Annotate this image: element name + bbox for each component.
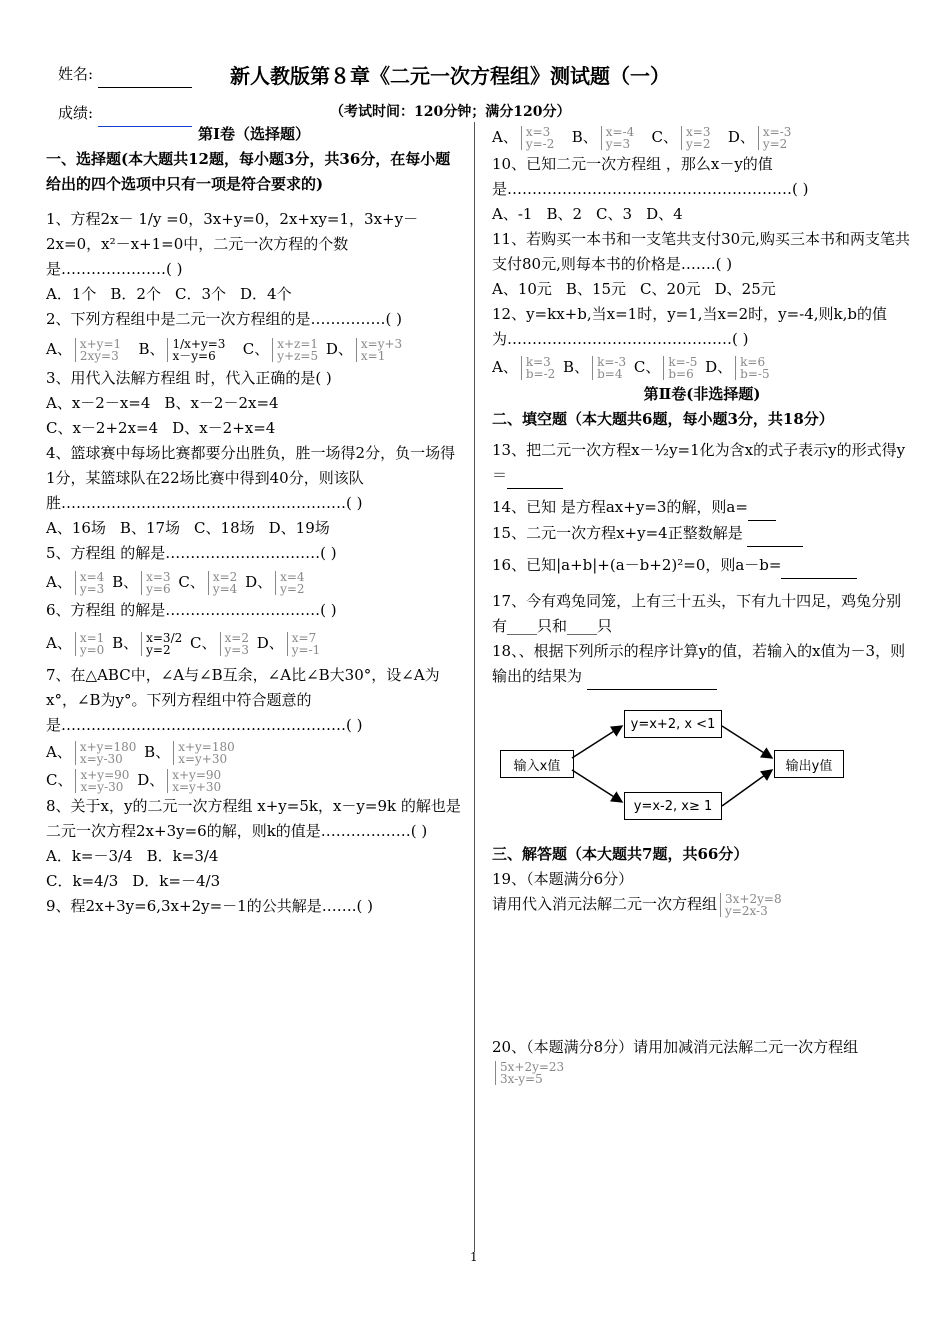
score-label: 成绩: xyxy=(58,101,192,127)
page-number: 1 xyxy=(470,1250,478,1264)
question-13: 13、把二元一次方程x－½y=1化为含x的式子表示y的形式得y＝ xyxy=(492,438,912,489)
exam-info: （考试时间：120分钟；满分120分） xyxy=(330,104,571,120)
option-c[interactable]: C、20元 xyxy=(640,280,701,298)
question-9-options: A、 x=3 y=-2 B、 x=-4 y=3 C、 x=3 y=2 D、 x=-3 y=2 xyxy=(492,125,792,151)
option-b[interactable]: B、15元 xyxy=(565,280,627,298)
question-6: 6、方程组 的解是…………………….……( ) xyxy=(46,601,337,619)
option-b[interactable]: B．k=3/4 xyxy=(146,847,219,865)
answer-space-19[interactable] xyxy=(492,917,912,1035)
option-a[interactable]: A．k=－3/4 xyxy=(46,847,133,865)
question-8-options xyxy=(46,844,462,894)
flow-arrows xyxy=(492,702,912,832)
question-20: 20、（本题满分8分）请用加减消元法解二元一次方程组 5x+2y=23 3x-y=5 xyxy=(492,1038,859,1086)
section3-heading: 三、解答题（本大题共7题，共66分） xyxy=(492,845,749,863)
option-b[interactable]: B、2 xyxy=(546,205,583,223)
question-6-options: A、 x=1 y=0 B、 x=3/2 y=2 C、 x=2 y=3 D、 x=7 y=-1 xyxy=(46,631,321,657)
option-a[interactable]: A、x－2－x=4 xyxy=(46,394,151,412)
option-d[interactable]: D．4个 xyxy=(240,285,292,303)
question-12: 12、y=kx+b,当x=1时，y=1,当x=2时，y=-4,则k,b的值为………………………………………( ) xyxy=(492,305,887,348)
question-1-options xyxy=(46,282,462,307)
question-2: 2、下列方程组中是二元一次方程组的是……………( ) xyxy=(46,310,403,328)
option-c[interactable]: C、x－2+2x=4 xyxy=(46,419,159,437)
column-divider xyxy=(474,122,475,1252)
question-17: 17、今有鸡兔同笼，上有三十五头，下有九十四足，鸡兔分别有____只和____只 xyxy=(492,592,902,635)
question-14: 14、已知 是方程ax+y=3的解，则a= xyxy=(492,495,912,521)
question-19: 请用代入消元法解二元一次方程组 3x+2y=8 y=2x-3 xyxy=(492,892,782,918)
question-12-options: A、 k=3 b=-2 B、 k=-3 b=4 C、 k=-5 b=6 D、 k=6 b=-5 xyxy=(492,355,770,381)
flow-top-box: y=x+2, x <1 xyxy=(624,710,722,738)
option-a[interactable]: A、10元 xyxy=(492,280,552,298)
option-d[interactable]: D、4 xyxy=(646,205,683,223)
question-16: 16、已知|a+b|+(a－b+2)²=0，则a－b= xyxy=(492,553,912,579)
question-11-options xyxy=(492,277,912,302)
answer-blank[interactable] xyxy=(587,664,717,690)
option-a[interactable]: A．1个 xyxy=(46,285,97,303)
question-8: 8、关于x，y的二元一次方程组 x+y=5k，x－y=9k 的解也是二元一次方程2x+3y=6的解，则k的值是………………( ) xyxy=(46,797,461,840)
page-title: 新人教版第８章《二元一次方程组》测试题（一） xyxy=(230,64,670,88)
section1-heading: 一、选择题(本大题共12题，每小题3分，共36分，在每小题给出的四个选项中只有一项是符合要求的) xyxy=(46,150,451,193)
option-c[interactable]: C、3 xyxy=(596,205,633,223)
question-4-options xyxy=(46,516,462,541)
question-18: 18、、根据下列所示的程序计算y的值，若输入的x值为－3，则输出的结果为 xyxy=(492,639,912,690)
right-column xyxy=(492,122,912,1085)
part1-heading: 第Ⅰ卷（选择题） xyxy=(197,125,311,143)
flow-input-box: 输入x值 xyxy=(500,750,574,778)
option-d[interactable]: D、19场 xyxy=(268,519,330,537)
left-column xyxy=(46,122,462,919)
answer-blank[interactable] xyxy=(748,495,776,521)
answer-blank[interactable] xyxy=(747,521,803,547)
option-b[interactable]: B、17场 xyxy=(119,519,181,537)
option-a[interactable]: A、-1 xyxy=(492,205,533,223)
question-19-title: 19、（本题满分6分） xyxy=(492,870,634,888)
question-9: 9、程2x+3y=6,3x+2y=－1的公共解是…….( ) xyxy=(46,897,373,915)
question-1: 1、方程2x－ 1/y =0，3x+y=0，2x+xy=1，3x+y－2x=0，x²－x+1=0中，二元一次方程的个数是…………………( ) xyxy=(46,210,419,278)
option-a[interactable]: A、16场 xyxy=(46,519,106,537)
flowchart xyxy=(492,702,912,822)
question-7-options: A、 x+y=180 x=y-30 B、 x+y=180 x=y+30 C、 x+y=90 x=y-30 D、 x+y=90 x=y+30 xyxy=(46,740,235,794)
question-10: 10、已知二元一次方程组 ，那么x－y的值是…………………………………………………( ) xyxy=(492,155,809,198)
question-4: 4、篮球赛中每场比赛都要分出胜负，胜一场得2分，负一场得1分，某篮球队在22场比赛中得到40分，则该队胜…………………………………………………( ) xyxy=(46,444,456,512)
name-label: 姓名: xyxy=(58,62,192,88)
option-d[interactable]: D．k=－4/3 xyxy=(132,872,221,890)
flow-bottom-box: y=x-2, x≥ 1 xyxy=(624,792,722,820)
option-b[interactable]: B、x－2－2x=4 xyxy=(164,394,279,412)
question-2-options: A、 x+y=1 2xy=3 B、 1/x+y=3 x－y=6 C、 x+z=1 y+z=5 D、 x=y+3 x=1 xyxy=(46,337,403,363)
answer-blank[interactable] xyxy=(781,553,857,579)
question-5-options: A、 x=4 y=3 B、 x=3 y=6 C、 x=2 y=4 D、 x=4 y=2 xyxy=(46,570,305,596)
section2-heading: 二、填空题（本大题共6题，每小题3分，共18分） xyxy=(492,410,834,428)
flow-output-box: 输出y值 xyxy=(774,750,844,778)
question-5: 5、方程组 的解是…………………….……( ) xyxy=(46,544,337,562)
answer-blank[interactable] xyxy=(507,463,563,489)
question-3: 3、用代入法解方程组 时，代入正确的是( ) xyxy=(46,369,332,387)
option-c[interactable]: C．3个 xyxy=(174,285,226,303)
question-10-options xyxy=(492,202,912,227)
question-11: 11、若购买一本书和一支笔共支付30元,购买三本书和两支笔共支付80元,则每本书的价格是…….( ) xyxy=(492,230,910,273)
name-blank[interactable] xyxy=(98,62,192,88)
question-3-options xyxy=(46,391,462,441)
option-c[interactable]: C．k=4/3 xyxy=(46,872,119,890)
option-d[interactable]: D、x－2+x=4 xyxy=(172,419,276,437)
option-b[interactable]: B．2个 xyxy=(110,285,161,303)
option-c[interactable]: C、18场 xyxy=(194,519,255,537)
part2-heading: 第Ⅱ卷(非选择题) xyxy=(643,385,761,403)
option-d[interactable]: D、25元 xyxy=(714,280,776,298)
question-7: 7、在△ABC中，∠A与∠B互余，∠A比∠B大30°，设∠A为x°，∠B为y°。下列方程组中符合题意的是…………………………………………………( ) xyxy=(46,666,440,734)
question-15: 15、二元一次方程x+y=4正整数解是 xyxy=(492,521,912,547)
